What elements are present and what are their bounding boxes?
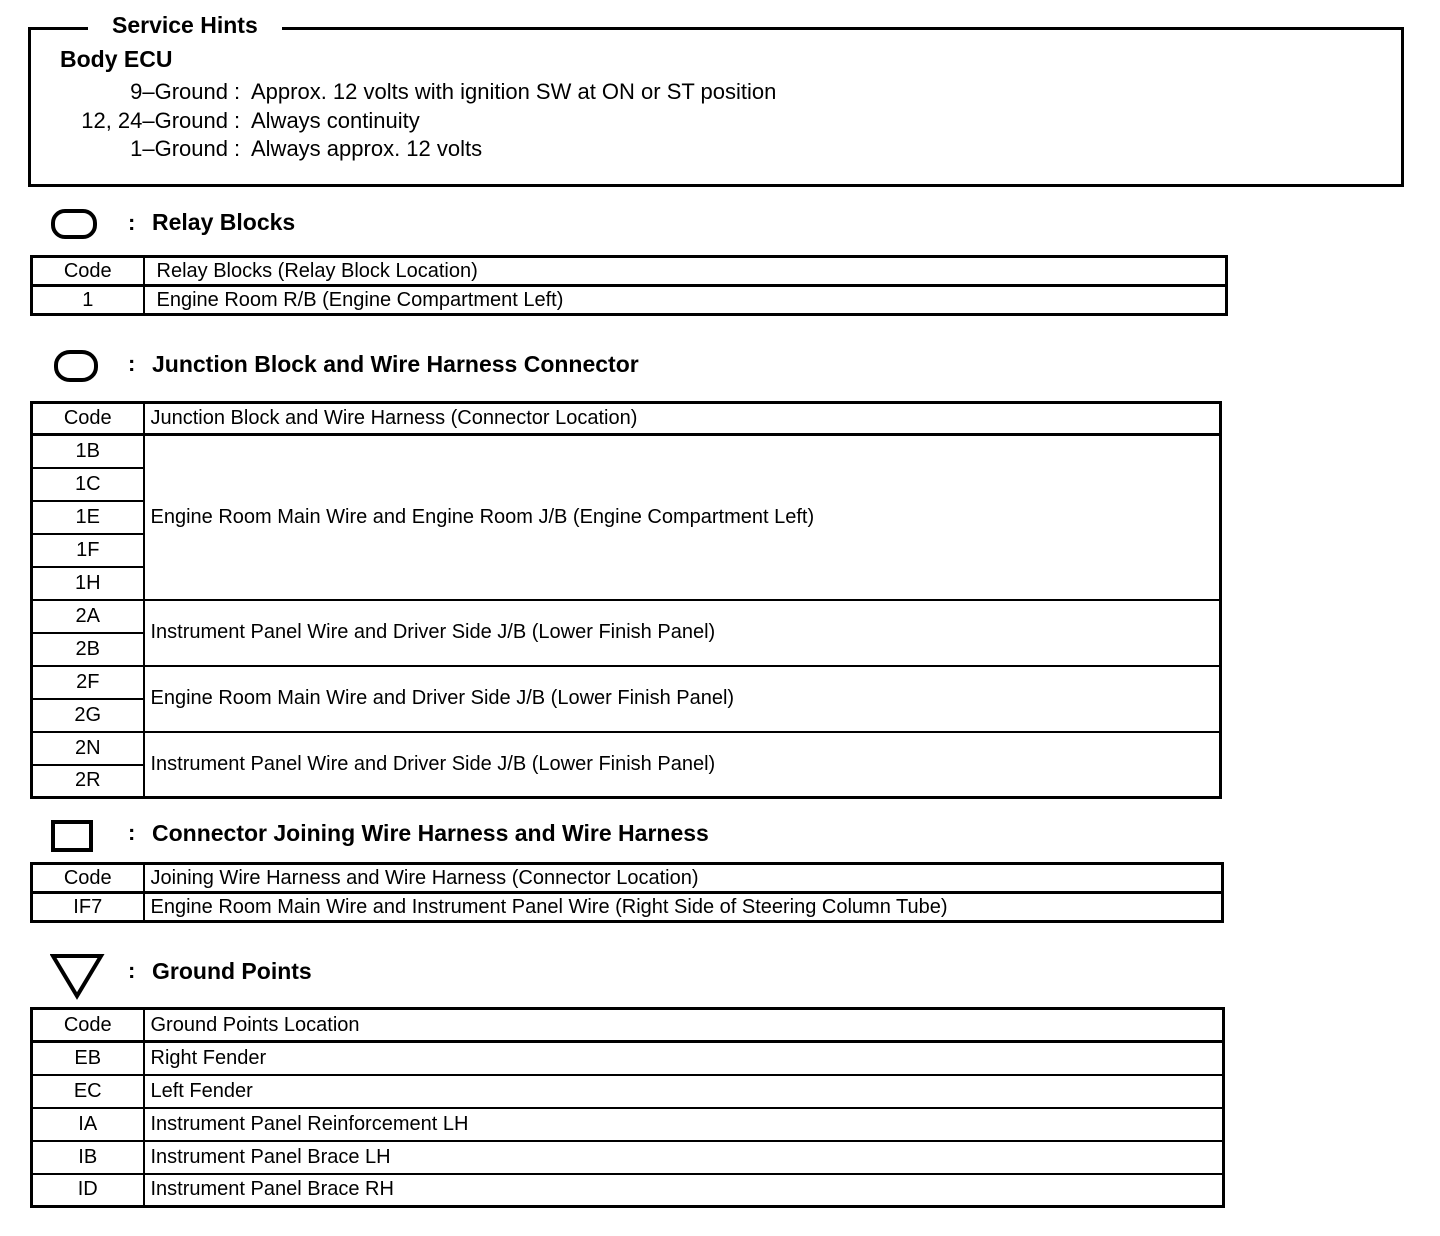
table-row [32,1075,1224,1108]
code-cell: 2G [32,699,144,732]
hint-term: 9–Ground [130,79,228,104]
code-cell: 1 [32,286,144,315]
hint-colon: : [234,108,241,133]
hint-row [0,135,900,163]
junction-block-table [30,401,1222,799]
description-cell: Instrument Panel Brace LH [144,1141,1224,1174]
code-cell: 1C [32,468,144,501]
table-row [32,1042,1224,1075]
description-cell: Engine Room Main Wire and Driver Side J/B (Lower Finish Panel) [144,666,1221,732]
hint-row [0,107,900,135]
hint-colon: : [234,136,241,161]
description-header: Relay Blocks (Relay Block Location) [144,257,1227,286]
description-cell: Instrument Panel Brace RH [144,1174,1224,1207]
table-row [32,732,1221,765]
description-header: Joining Wire Harness and Wire Harness (Connector Location) [144,864,1223,893]
description-cell: Left Fender [144,1075,1224,1108]
table-row [32,286,1227,315]
code-cell: 2A [32,600,144,633]
code-cell: IF7 [32,893,144,922]
table-row [32,1174,1224,1207]
code-header: Code [32,1009,144,1042]
description-header: Junction Block and Wire Harness (Connector Location) [144,403,1221,435]
connector-table [30,862,1224,923]
code-cell: IB [32,1141,144,1174]
code-cell: 1H [32,567,144,600]
table-row [32,1108,1224,1141]
description-cell: Right Fender [144,1042,1224,1075]
section-title: Ground Points [152,958,312,984]
code-cell: 2B [32,633,144,666]
code-header: Code [32,257,144,286]
code-cell: ID [32,1174,144,1207]
hint-term: 12, 24–Ground [81,108,228,133]
table-row [32,1141,1224,1174]
description-cell: Instrument Panel Reinforcement LH [144,1108,1224,1141]
description-cell: Instrument Panel Wire and Driver Side J/B (Lower Finish Panel) [144,600,1221,666]
code-cell: 2F [32,666,144,699]
table-header-row [32,864,1223,893]
description-header: Ground Points Location [144,1009,1224,1042]
description-cell: Engine Room Main Wire and Instrument Panel Wire (Right Side of Steering Column Tube) [144,893,1223,922]
triangle-down-icon [50,952,106,1002]
table-row [32,893,1223,922]
code-cell: 1E [32,501,144,534]
oval-rect-icon [50,347,102,385]
code-cell: EC [32,1075,144,1108]
table-header-row [32,1009,1224,1042]
code-cell: 1B [32,435,144,468]
section-title: Junction Block and Wire Harness Connector [152,351,639,377]
hint-desc: Approx. 12 volts with ignition SW at ON or ST position [251,79,777,104]
service-hints-subtitle: Body ECU [60,46,173,72]
description-cell: Engine Room Main Wire and Engine Room J/B (Engine Compartment Left) [144,435,1221,600]
hint-row [0,78,900,106]
code-cell: EB [32,1042,144,1075]
section-colon: : [128,958,136,983]
hint-desc: Always approx. 12 volts [251,136,483,161]
table-row [32,435,1221,468]
code-cell: IA [32,1108,144,1141]
table-header-row [32,403,1221,435]
code-cell: 2N [32,732,144,765]
section-title: Relay Blocks [152,209,296,235]
table-row [32,600,1221,633]
ground-points-table [30,1007,1225,1208]
code-cell: 2R [32,765,144,798]
section-colon: : [128,351,136,376]
code-header: Code [32,403,144,435]
hint-term: 1–Ground [130,136,228,161]
hint-desc: Always continuity [251,108,420,133]
section-title: Connector Joining Wire Harness and Wire Harness [152,820,709,846]
code-header: Code [32,864,144,893]
description-cell: Engine Room R/B (Engine Compartment Left) [144,286,1227,315]
code-cell: 1F [32,534,144,567]
description-cell: Instrument Panel Wire and Driver Side J/B (Lower Finish Panel) [144,732,1221,798]
relay-blocks-table [30,255,1228,316]
section-colon: : [128,210,136,235]
section-colon: : [128,820,136,845]
table-header-row [32,257,1227,286]
table-row [32,666,1221,699]
rounded-rect-icon [50,206,98,242]
hint-colon: : [234,79,241,104]
square-icon [50,816,98,854]
service-hints-title: Service Hints [88,10,282,40]
